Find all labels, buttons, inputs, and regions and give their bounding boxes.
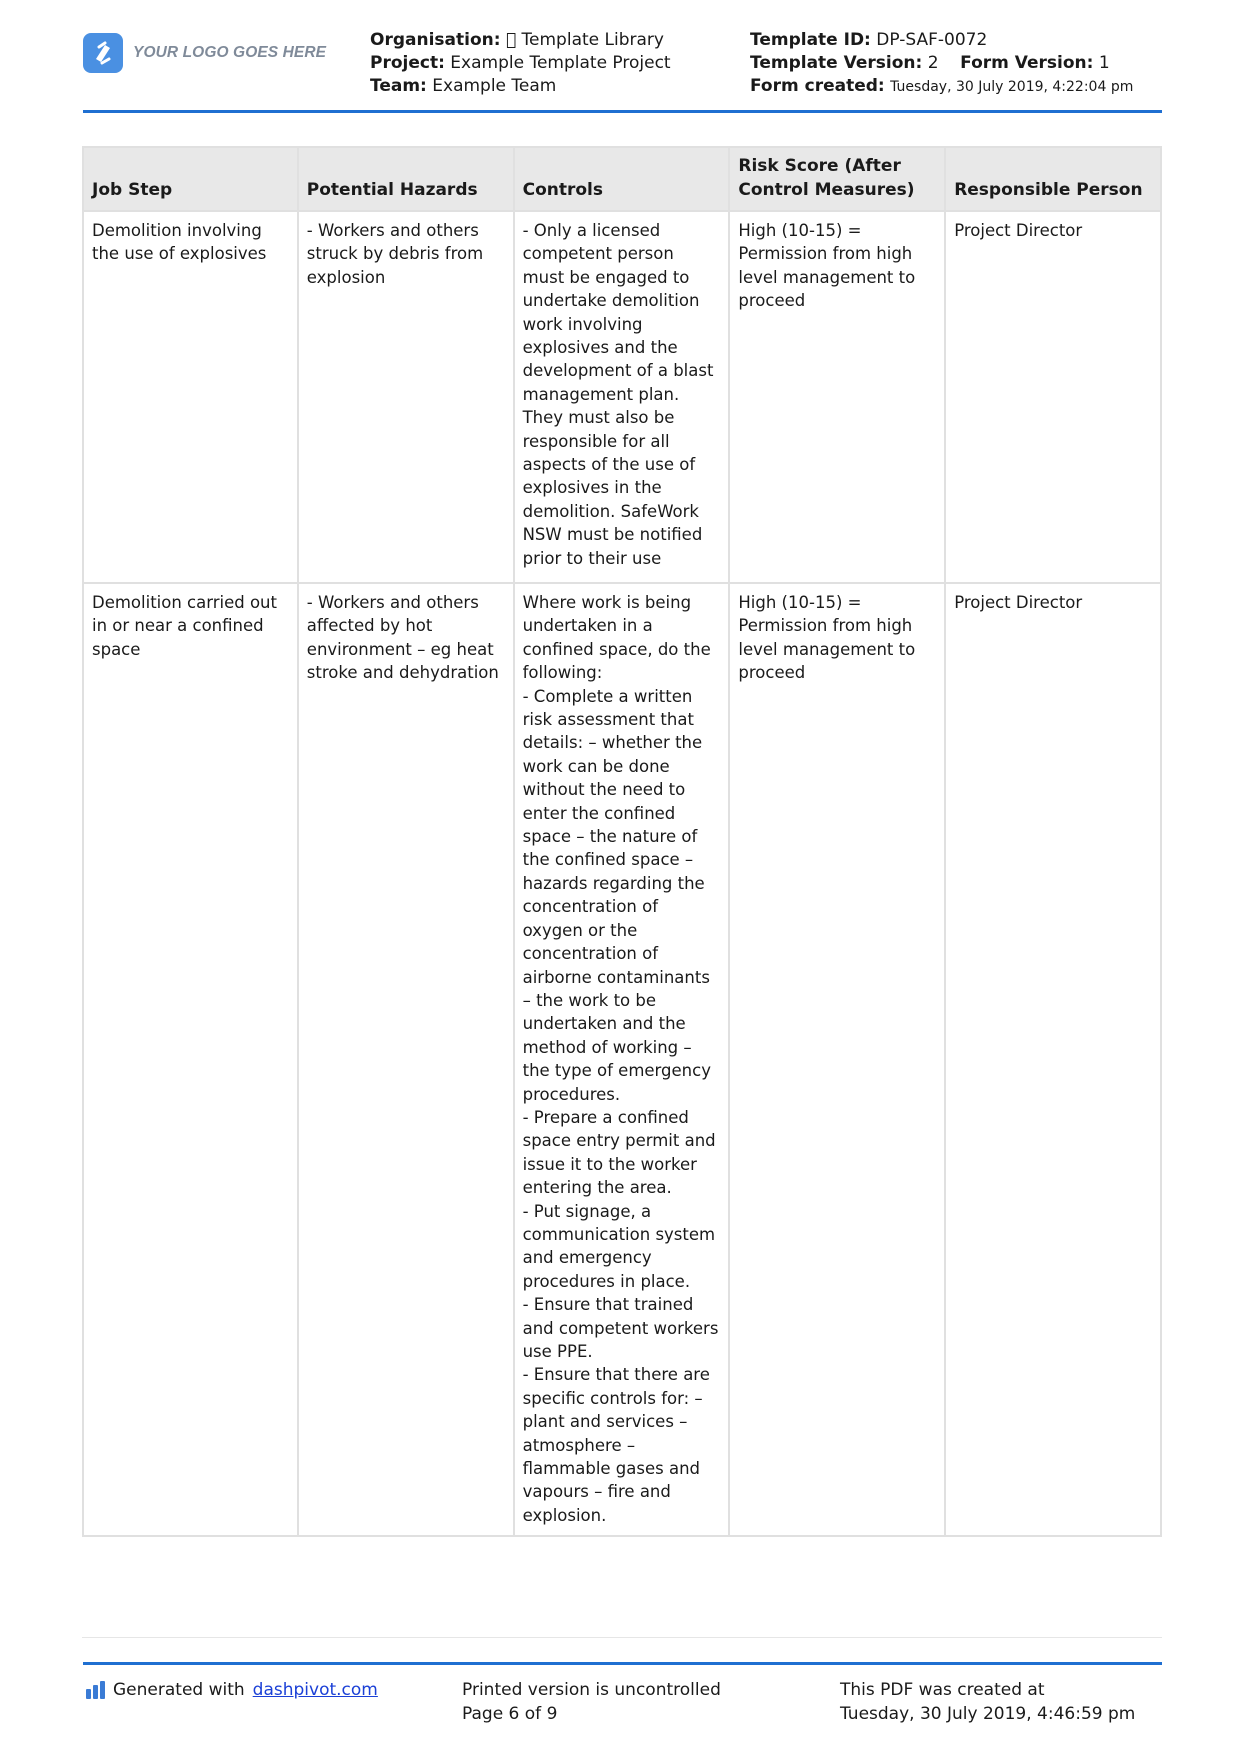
footer-page-info [462,1678,721,1726]
controls-line: - Only a licensed competent person must be engaged to undertake demolition work involving explosives and the development of a blast management plan. They must also be responsible for all aspects of the use of explosives in the demolition. SafeWork NSW must be notified prior to their use [522,221,714,568]
company-logo [83,33,326,73]
dashpivot-link[interactable]: dashpivot.com [252,1680,378,1700]
template-version-label: Template Version: [750,53,923,73]
header-divider [83,110,1162,113]
form-created-value: Tuesday, 30 July 2019, 4:22:04 pm [890,79,1134,95]
controls-line: - Ensure that there are specific controls for: – plant and services – atmosphere – flammable gases and vapours – fire and explosion. [522,1365,710,1525]
form-version-label: Form Version: [960,53,1094,73]
template-version-value: 2 [927,53,939,73]
form-version-value: 1 [1098,53,1110,73]
controls-line: - Ensure that trained and competent workers use PPE. [522,1295,719,1361]
pdf-created-label: This PDF was created at [840,1680,1045,1700]
header-org-info [370,29,671,98]
pdf-created-value: Tuesday, 30 July 2019, 4:46:59 pm [840,1704,1136,1724]
responsible-cell: Project Director [946,212,1160,582]
hazards-cell: - Workers and others affected by hot environment – eg heat stroke and dehydration [299,584,513,1535]
header-template-info [750,29,1133,99]
risk-assessment-table [82,146,1162,1537]
team-label: Team: [370,76,427,96]
footer-created-info [840,1678,1135,1726]
organisation-label: Organisation: [370,30,501,50]
header-responsible-person: Responsible Person [946,148,1160,210]
logo-text: YOUR LOGO GOES HERE [133,44,327,61]
job-step-cell: Demolition carried out in or near a confined space [84,584,297,1535]
table-header-row [84,148,1160,210]
controls-line: - Prepare a confined space entry permit and issue it to the worker entering the area. [522,1107,716,1198]
generated-prefix: Generated with [113,1680,245,1700]
hazards-cell: - Workers and others struck by debris from explosion [299,212,513,582]
header-controls: Controls [515,148,729,210]
organisation-value: Template Library [505,30,649,50]
header-job-step: Job Step [84,148,297,210]
table-row [84,584,1160,1535]
footer-separator [82,1637,1162,1638]
template-id-value: DP-SAF-0072 [876,30,988,50]
header-potential-hazards: Potential Hazards [299,148,513,210]
project-label: Project: [370,53,445,73]
form-created-label: Form created: [750,76,885,96]
risk-score-cell: High (10-15) = Permission from high level management to proceed [730,584,944,1535]
risk-score-cell: High (10-15) = Permission from high level management to proceed [730,212,944,582]
controls-line: - Put signage, a communication system and emergency procedures in place. [522,1201,716,1291]
footer-divider [83,1662,1162,1665]
footer-generated [86,1678,378,1702]
page-number: Page 6 of 9 [462,1704,558,1724]
dashpivot-bars-icon [86,1681,105,1699]
project-value: Example Template Project [450,53,671,73]
table-row [84,212,1160,582]
controls-line: Where work is being undertaken in a confined space, do the following: [522,593,711,683]
controls-cell [515,212,729,582]
template-id-label: Template ID: [750,30,871,50]
controls-cell [515,584,729,1535]
responsible-cell: Project Director [946,584,1160,1535]
header-risk-score: Risk Score (After Control Measures) [730,148,944,210]
logo-icon [83,33,123,73]
uncontrolled-notice: Printed version is uncontrolled [462,1680,721,1700]
team-value: Example Team [432,76,557,96]
controls-line: - Complete a written risk assessment that details: – whether the work can be done without the need to enter the confined space – the nature of the confined space – hazards regarding the concentration of oxygen or the concentration of airborne contaminants – the work to be undertaken and the method of working – the type of emergency procedures. [522,686,711,1104]
job-step-cell: Demolition involving the use of explosives [84,212,297,582]
